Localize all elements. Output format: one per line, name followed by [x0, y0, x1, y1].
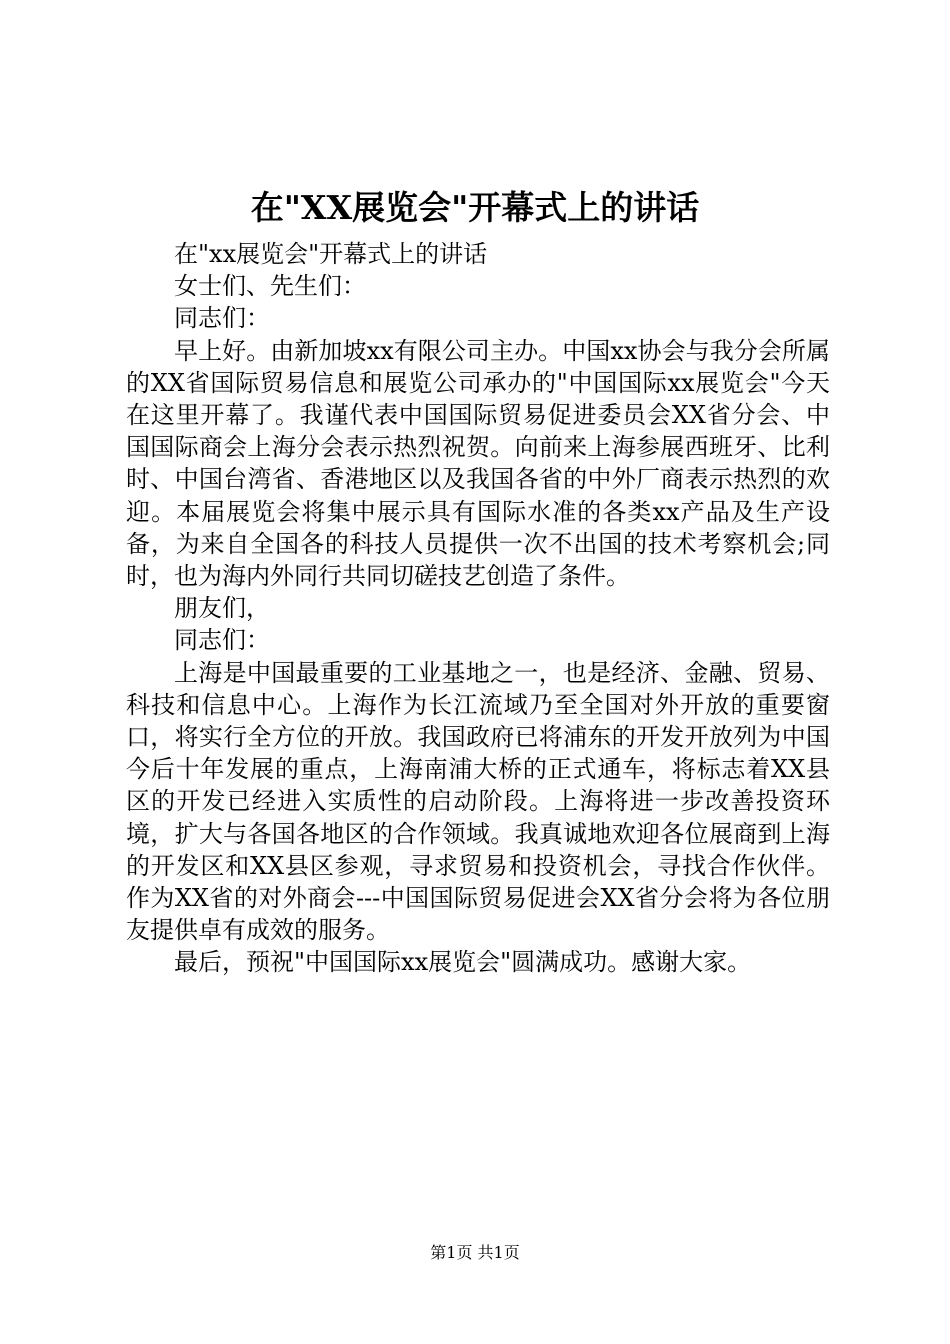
page-footer: 第1页 共1页 — [430, 1243, 520, 1262]
body-paragraph: 女士们、先生们： — [174, 272, 366, 301]
document-title: 在"XX展览会"开幕式上的讲话 — [250, 188, 700, 227]
body-paragraph: 最后，预祝"中国国际xx展览会"圆满成功。感谢大家。 — [174, 948, 752, 977]
body-paragraph: 早上好。由新加坡xx有限公司主办。中国xx协会与我分会所属的XX省国际贸易信息和展览公司承办的"中国国际xx展览会"今天在这里开幕了。我谨代表中国国际贸易促进委员会XX省分会、中国国际商会上海分会表示热烈祝贺。向前来上海参展西班牙、比利时、中国台湾省、香港地区以及我国各省的中外厂商表示热烈的欢迎。本届展览会将集中展示具有国际水准的各类xx产品及生产设备，为来自全国各的科技人员提供一次不出国的技术考察机会;同时，也为海内外同行共同切磋技艺创造了条件。 — [126, 336, 830, 591]
body-paragraph: 上海是中国最重要的工业基地之一，也是经济、金融、贸易、科技和信息中心。上海作为长江流域乃至全国对外开放的重要窗口，将实行全方位的开放。我国政府已将浦东的开发开放列为中国今后十年发展的重点，上海南浦大桥的正式通车，将标志着XX县区的开发已经进入实质性的启动阶段。上海将进一步改善投资环境，扩大与各国各地区的合作领域。我真诚地欢迎各位展商到上海的开发区和XX县区参观，寻求贸易和投资机会，寻找合作伙伴。作为XX省的对外商会---中国国际贸易促进会XX省分会将为各位朋友提供卓有成效的服务。 — [126, 658, 830, 945]
document-body — [126, 238, 830, 979]
body-paragraph: 朋友们， — [174, 594, 270, 623]
body-paragraph: 同志们： — [174, 626, 270, 655]
body-paragraph: 在"xx展览会"开幕式上的讲话 — [174, 240, 488, 268]
body-paragraph: 同志们： — [174, 304, 270, 333]
